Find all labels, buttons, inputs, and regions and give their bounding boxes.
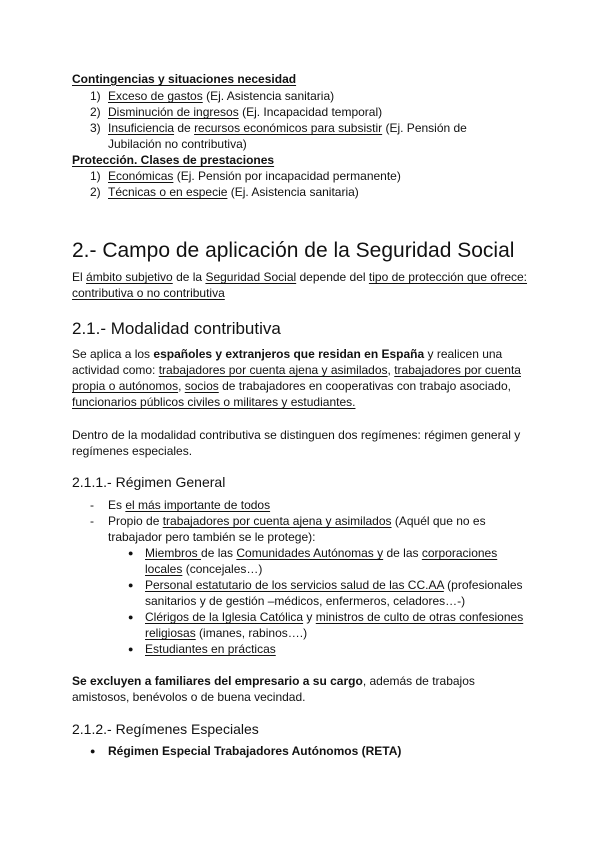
section-2-1-paragraph-2: Dentro de la modalidad contributiva se distinguen dos regímenes: régimen general y regímenes especiales.: [72, 428, 521, 458]
list-item: Disminución de ingresos (Ej. Incapacidad temporal): [108, 105, 383, 119]
bullet-icon: ●: [90, 746, 96, 756]
list-item: Estudiantes en prácticas: [145, 642, 276, 656]
list-number: 1): [90, 169, 101, 183]
section-2-1-title: 2.1.- Modalidad contributiva: [72, 319, 281, 338]
list-item: Miembros de las Comunidades Autónomas y de las corporaciones locales (concejales…): [145, 546, 498, 576]
bullet-icon: ●: [128, 644, 134, 654]
list-item: Técnicas o en especie (Ej. Asistencia sanitaria): [108, 185, 359, 199]
list-item: Económicas (Ej. Pensión por incapacidad permanente): [108, 169, 401, 183]
exclusion-paragraph: Se excluyen a familiares del empresario a su cargo, además de trabajos amistosos, benévolos o de buena vecindad.: [72, 674, 475, 704]
section-2-1-2-title: 2.1.2.- Regímenes Especiales: [72, 721, 259, 737]
bullet-icon: ●: [128, 612, 134, 622]
section-2-1-paragraph: Se aplica a los españoles y extranjeros que residan en España y realicen una actividad como: trabajadores por cuenta ajena y asimilados, trabajadores por cuenta propia o autónomos, socios de trabajadores en cooperativas con trabajo asociado, funcionarios públicos civiles o militares y estudiantes.: [72, 347, 521, 409]
list-item: Exceso de gastos (Ej. Asistencia sanitaria): [108, 89, 335, 103]
bullet-icon: ●: [128, 548, 134, 558]
list-item: Insuficiencia de recursos económicos para subsistir (Ej. Pensión de Jubilación no contributiva): [108, 121, 467, 151]
section-2-title: 2.- Campo de aplicación de la Seguridad Social: [72, 239, 515, 262]
list-item: Clérigos de la Iglesia Católica y ministros de culto de otras confesiones religiosas (imanes, rabinos….): [145, 610, 524, 640]
dash-marker: -: [90, 514, 94, 528]
list-number: 2): [90, 185, 101, 199]
list-number: 3): [90, 121, 101, 135]
section-2-1-1-title: 2.1.1.- Régimen General: [72, 474, 226, 490]
list-item: Régimen Especial Trabajadores Autónomos (RETA): [108, 744, 402, 758]
proteccion-heading: Protección. Clases de prestaciones: [72, 153, 275, 167]
list-number: 2): [90, 105, 101, 119]
list-item: Es el más importante de todos: [108, 498, 271, 512]
contingencias-heading: Contingencias y situaciones necesidad: [72, 72, 297, 86]
bullet-icon: ●: [128, 580, 134, 590]
section-2-paragraph: El ámbito subjetivo de la Seguridad Social depende del tipo de protección que ofrece: contributiva o no contributiva: [72, 270, 528, 300]
dash-marker: -: [90, 498, 94, 512]
list-item: Personal estatutario de los servicios salud de las CC.AA (profesionales sanitarios y de gestión –médicos, enfermeros, celadores…-): [145, 578, 523, 608]
list-item: Propio de trabajadores por cuenta ajena y asimilados (Aquél que no es trabajador pero también se le protege):: [108, 514, 486, 544]
list-number: 1): [90, 89, 101, 103]
